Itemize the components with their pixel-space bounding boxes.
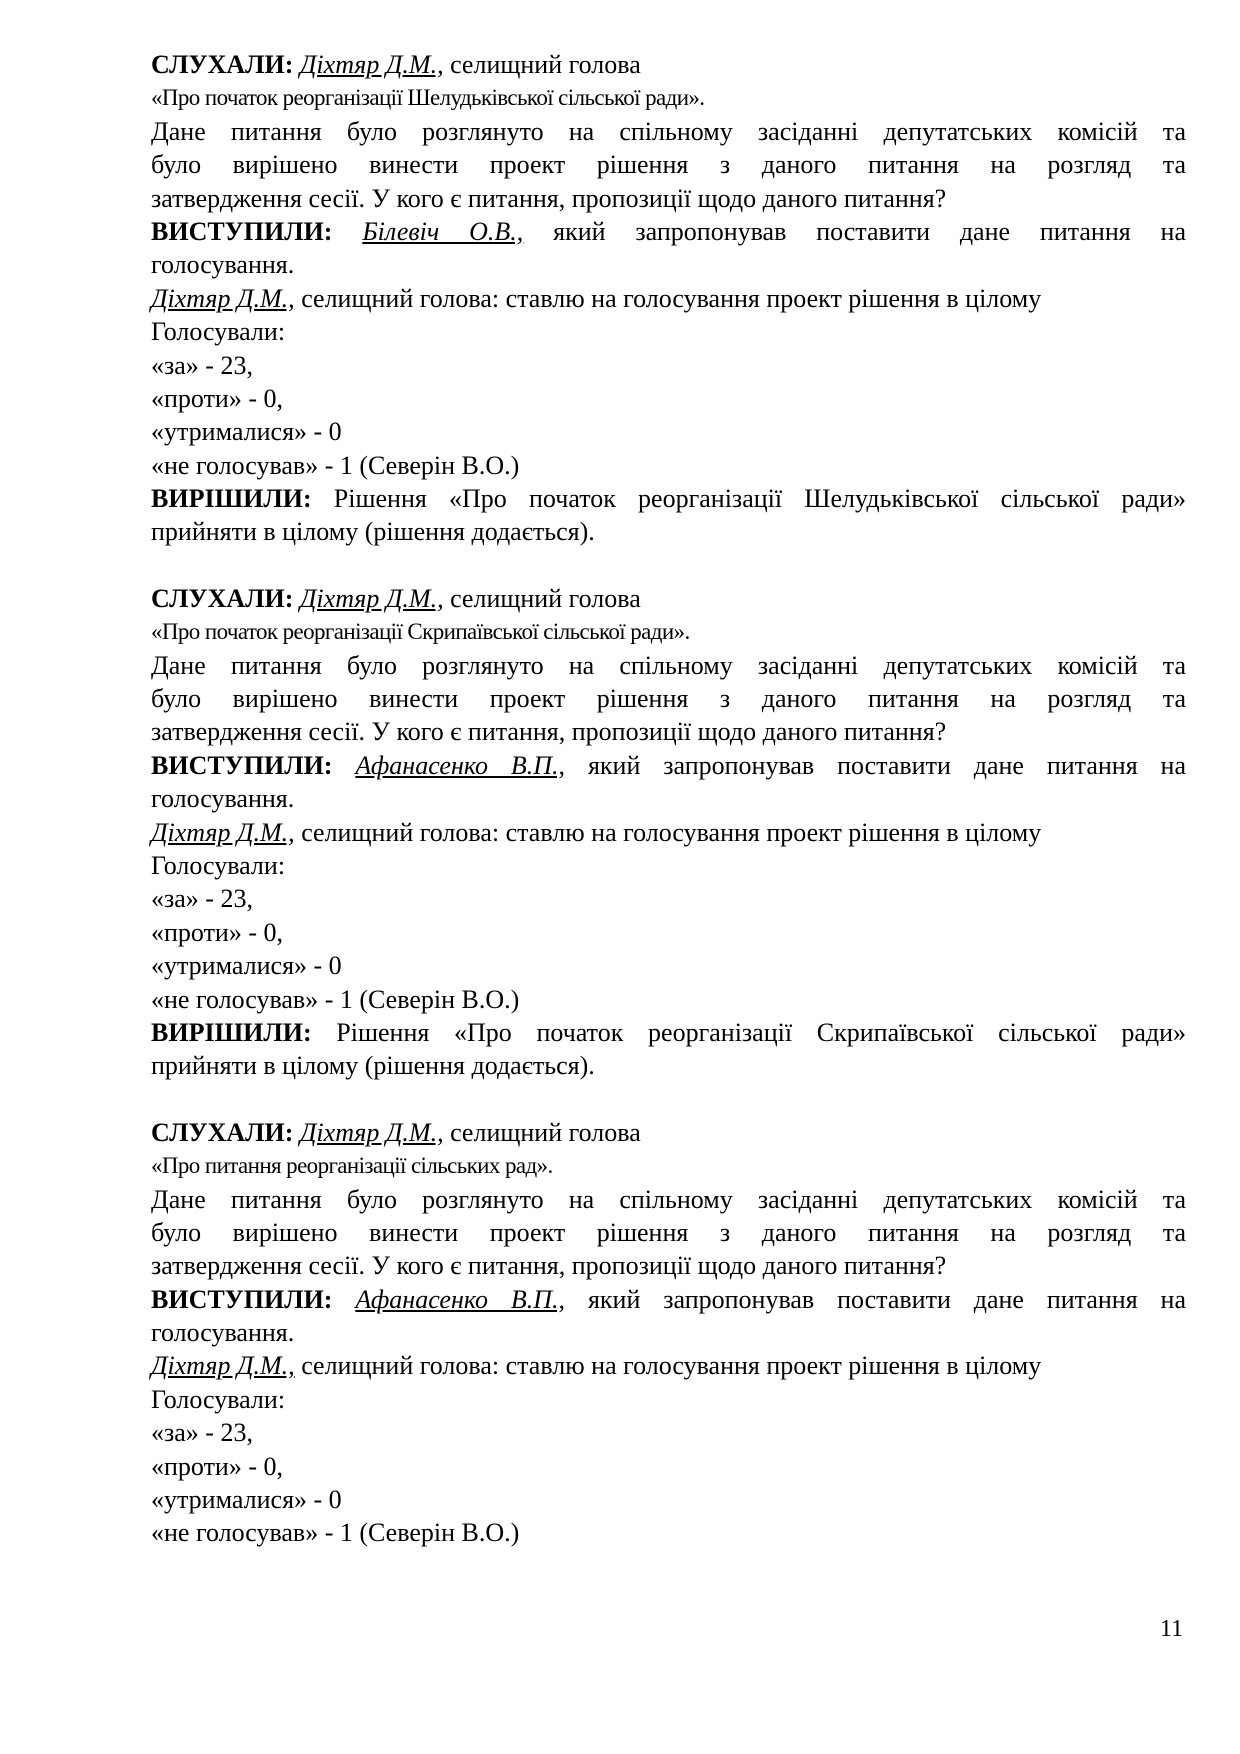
body-text-line: було вирішено винести проект рішення з даного питання на розгляд та [151, 1217, 1186, 1247]
voted-label: Голосували: [151, 317, 286, 347]
vote-against: «проти» - 0, [151, 383, 284, 413]
body-text-line: затвердження сесії. У кого є питання, пропозиції щодо даного питання? [151, 717, 947, 747]
vote-against: «проти» - 0, [151, 1451, 284, 1481]
body-text-line: затвердження сесії. У кого є питання, пропозиції щодо даного питання? [151, 183, 947, 213]
speaker-name: Діхтяр Д.М., [299, 1117, 444, 1147]
decided-line [151, 1016, 1186, 1049]
chair-line [151, 1349, 1186, 1382]
body-text-line: Дане питання було розглянуто на спільному засіданні депутатських комісій та [151, 116, 1186, 146]
chair-text: селищний голова: ставлю на голосування проект рішення в цілому [294, 283, 1042, 313]
spoke-label: ВИСТУПИЛИ: [151, 750, 333, 780]
decided-text: Рішення «Про початок реорганізації Шелудьківської сільської ради» [311, 484, 1186, 514]
spoke-label: ВИСТУПИЛИ: [151, 216, 333, 246]
speaker-name: Афанасенко В.П., [355, 1284, 566, 1314]
agenda-item-2 [151, 582, 1186, 1083]
vote-not-voted: «не голосував» - 1 (Северін В.О.) [151, 450, 520, 480]
speaker-role: селищний голова [443, 50, 641, 79]
topic-title: «Про питання реорганізації сільських рад». [151, 1153, 553, 1179]
agenda-item-3 [151, 1116, 1186, 1550]
decided-label: ВИРІШИЛИ: [151, 1017, 312, 1047]
chair-name: Діхтяр Д.М., [151, 817, 295, 847]
speaker-name: Білевіч О.В., [362, 216, 524, 246]
chair-line [151, 816, 1186, 849]
spoke-text-continued: голосування. [151, 1318, 295, 1348]
body-text-line: затвердження сесії. У кого є питання, пропозиції щодо даного питання? [151, 1251, 947, 1281]
decided-text: Рішення «Про початок реорганізації Скрипаївської сільської ради» [311, 1017, 1186, 1047]
spoke-text: який запропонував поставити дане питання на [565, 750, 1187, 780]
vote-for: «за» - 23, [151, 1418, 253, 1448]
body-text-line: Дане питання було розглянуто на спільному засіданні депутатських комісій та [151, 1184, 1186, 1214]
topic-title: «Про початок реорганізації Скрипаївської сільської ради». [151, 619, 690, 645]
decided-label: ВИРІШИЛИ: [151, 484, 312, 514]
voted-label: Голосували: [151, 1384, 286, 1414]
vote-not-voted: «не голосував» - 1 (Северін В.О.) [151, 984, 520, 1014]
vote-for: «за» - 23, [151, 884, 253, 914]
speaker-name: Афанасенко В.П., [355, 750, 566, 780]
spoke-line [151, 749, 1186, 782]
spoke-label: ВИСТУПИЛИ: [151, 1284, 333, 1314]
body-text-line: було вирішено винести проект рішення з даного питання на розгляд та [151, 684, 1186, 714]
body-text-line: було вирішено винести проект рішення з даного питання на розгляд та [151, 150, 1186, 180]
heard-label: СЛУХАЛИ: [151, 583, 294, 613]
vote-not-voted: «не голосував» - 1 (Северін В.О.) [151, 1518, 520, 1548]
speaker-role: селищний голова [443, 1117, 641, 1147]
voted-label: Голосували: [151, 850, 286, 880]
page-number: 11 [1160, 1616, 1184, 1642]
chair-line [151, 282, 1186, 315]
vote-for: «за» - 23, [151, 350, 253, 380]
spoke-text-continued: голосування. [151, 784, 295, 814]
heard-label: СЛУХАЛИ: [151, 50, 294, 79]
decided-line [151, 482, 1186, 515]
chair-name: Діхтяр Д.М., [151, 1351, 295, 1381]
topic-title: «Про початок реорганізації Шелудьківської сільської ради». [151, 85, 705, 111]
spoke-text: який запропонував поставити дане питання на [523, 216, 1187, 246]
decided-text-continued: прийняти в цілому (рішення додається). [151, 1051, 595, 1081]
heard-line [151, 582, 1186, 615]
decided-text-continued: прийняти в цілому (рішення додається). [151, 517, 595, 547]
spoke-line [151, 1283, 1186, 1316]
heard-line [151, 48, 1186, 81]
agenda-item-1 [151, 48, 1186, 549]
vote-abstained: «утрималися» - 0 [151, 951, 342, 981]
heard-line [151, 1116, 1186, 1149]
chair-text: селищний голова: ставлю на голосування проект рішення в цілому [294, 1351, 1042, 1381]
vote-against: «проти» - 0, [151, 917, 284, 947]
vote-abstained: «утрималися» - 0 [151, 1485, 342, 1515]
speaker-name: Діхтяр Д.М., [299, 583, 444, 613]
vote-abstained: «утрималися» - 0 [151, 417, 342, 447]
chair-name: Діхтяр Д.М., [151, 283, 295, 313]
document-page [151, 48, 1186, 1550]
body-text-line: Дане питання було розглянуто на спільному засіданні депутатських комісій та [151, 650, 1186, 680]
spoke-text: який запропонував поставити дане питання на [565, 1284, 1187, 1314]
speaker-role: селищний голова [443, 583, 641, 613]
heard-label: СЛУХАЛИ: [151, 1117, 294, 1147]
speaker-name: Діхтяр Д.М., [299, 50, 444, 79]
chair-text: селищний голова: ставлю на голосування проект рішення в цілому [294, 817, 1042, 847]
spoke-line [151, 215, 1186, 248]
spoke-text-continued: голосування. [151, 250, 295, 280]
